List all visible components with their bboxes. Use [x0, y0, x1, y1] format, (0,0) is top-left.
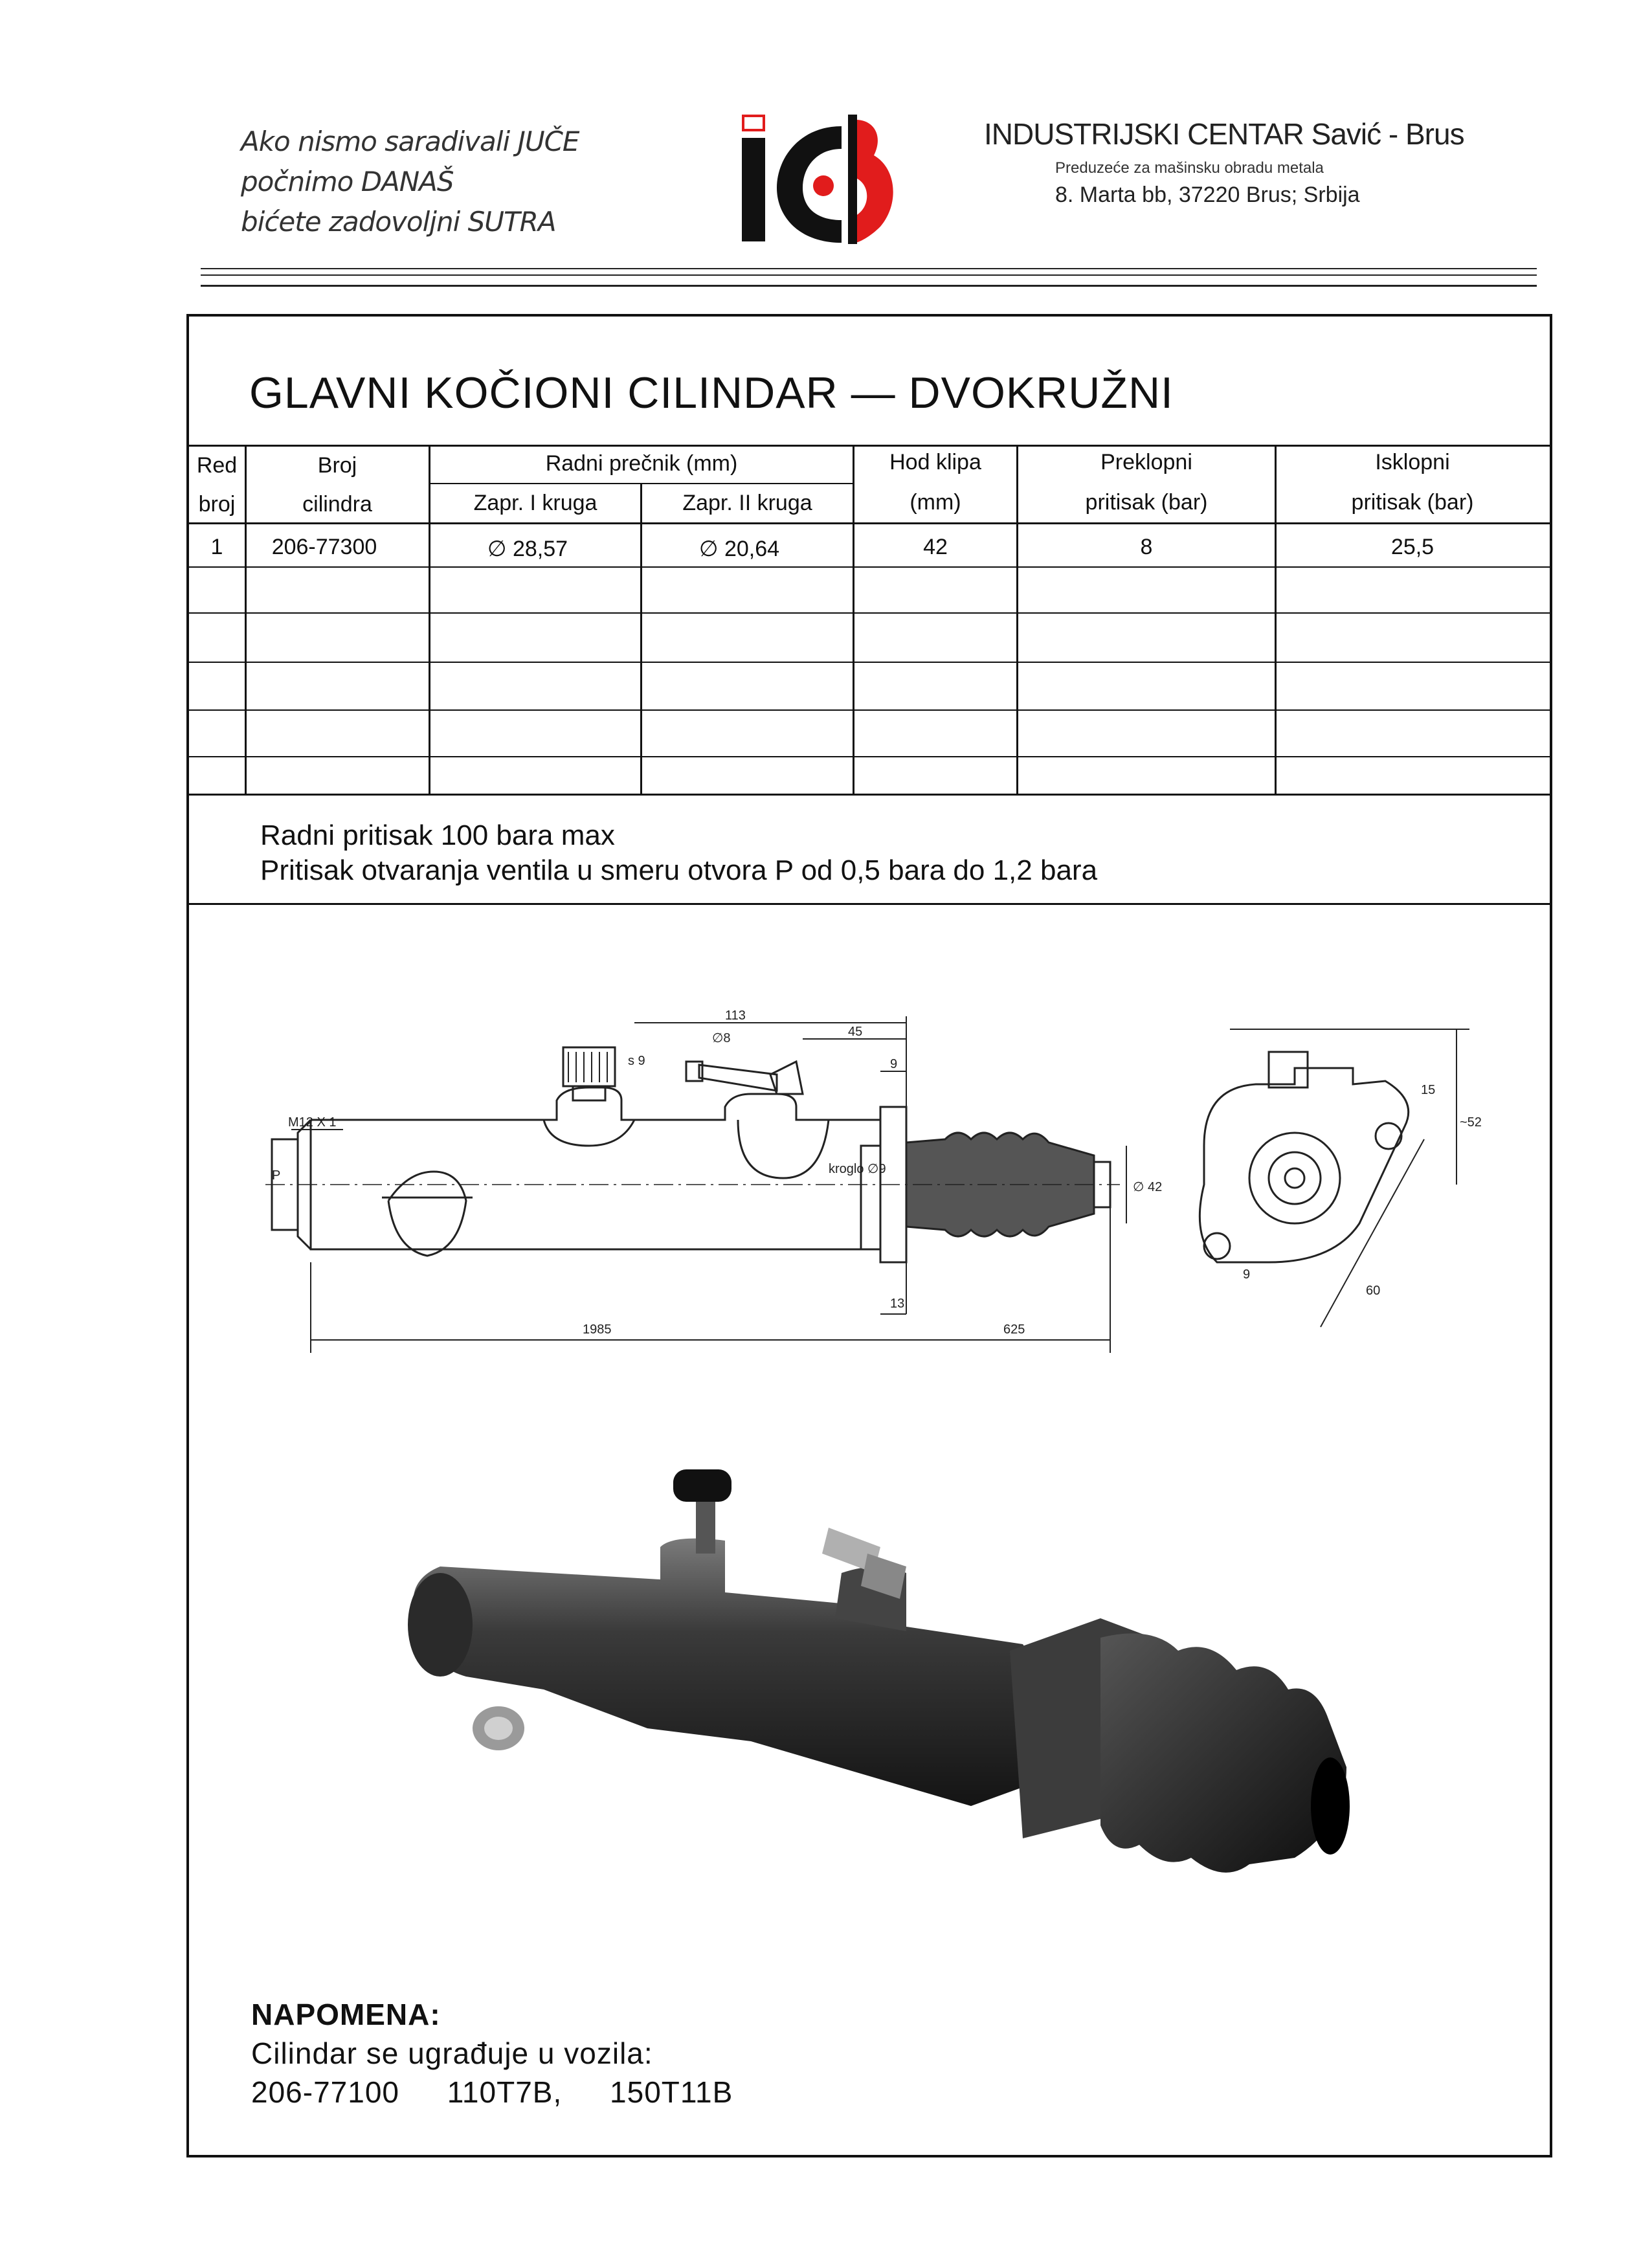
end-view-body — [1200, 1068, 1408, 1262]
slogan-line-1: Ako nismo saradivali JUČE — [241, 126, 579, 157]
label-phi8: ∅8 — [712, 1031, 731, 1045]
hdr-radni: Radni prečnik (mm) — [545, 451, 738, 476]
hdr-broj-2: cilindra — [302, 492, 372, 517]
hdr-isklopni-2: pritisak (bar) — [1351, 490, 1474, 515]
note-valve-pressure: Pritisak otvaranja ventila u smeru otvora P od 0,5 bara do 1,2 bara — [260, 854, 1098, 886]
company-address: 8. Marta bb, 37220 Brus; Srbija — [1055, 183, 1360, 207]
end-view-bore-mid — [1269, 1152, 1321, 1204]
napomena-text: Cilindar se ugrađuje u vozila: — [251, 2036, 653, 2070]
napomena-title: NAPOMENA: — [251, 1998, 441, 2031]
col-rule-3 — [640, 484, 642, 794]
napomena-codes — [251, 2075, 772, 2110]
end-view-bore-inner — [1285, 1168, 1304, 1188]
ics-logo — [738, 107, 906, 249]
photo-bleeder-cap — [673, 1469, 731, 1502]
row1-hod: 42 — [923, 535, 948, 559]
rubber-boot — [906, 1133, 1094, 1236]
hdr-zapr1: Zapr. I kruga — [473, 491, 597, 515]
label-15: 15 — [1421, 1083, 1436, 1097]
photo-boot — [1100, 1633, 1346, 1873]
end-view-bore-outer — [1249, 1133, 1340, 1223]
cylinder-photo — [388, 1444, 1411, 1948]
port-boss — [738, 1120, 829, 1178]
notes-bottom-rule — [186, 903, 1552, 905]
row-rule-1 — [186, 566, 1552, 568]
slogan-line-3: bićete zadovoljni SUTRA — [241, 206, 556, 238]
header-rule-2 — [201, 274, 1537, 276]
end-view-hole-2 — [1204, 1233, 1230, 1259]
photo-body — [413, 1539, 1042, 1806]
row-rule-3 — [186, 662, 1552, 663]
body-outline-top — [311, 1087, 880, 1120]
label-phi42: ∅ 42 — [1133, 1180, 1163, 1194]
company-subtitle: Preduzeće za mašinsku obradu metala — [1055, 159, 1324, 177]
label-m12: M12 X 1 — [288, 1115, 337, 1130]
label-60: 60 — [1366, 1284, 1381, 1298]
label-13: 13 — [890, 1297, 905, 1311]
row-rule-4 — [186, 709, 1552, 711]
label-9b: 9 — [1243, 1267, 1251, 1282]
label-1985: 1985 — [583, 1322, 612, 1337]
hdr-hod: Hod klipa — [889, 450, 981, 474]
photo-front-end — [408, 1573, 473, 1677]
table-top-rule — [186, 445, 1552, 447]
header-subrule — [430, 483, 854, 484]
page-title: GLAVNI KOČIONI CILINDAR — DVOKRUŽNI — [249, 368, 1174, 418]
row1-broj: 206-77300 — [271, 535, 377, 559]
row1-zapr1: ∅ 28,57 — [487, 537, 568, 561]
row-rule-5 — [186, 756, 1552, 757]
hdr-isklopni: Isklopni — [1375, 450, 1450, 474]
vehicle-code-3: 150T11B — [610, 2075, 733, 2109]
hdr-red-2: broj — [198, 492, 236, 517]
hdr-zapr2: Zapr. II kruga — [682, 491, 812, 515]
row-rule-2 — [186, 612, 1552, 614]
hdr-hod-2: (mm) — [910, 490, 961, 515]
label-p: P — [272, 1168, 281, 1183]
hdr-red: Red — [196, 453, 238, 478]
bleeder-boss — [544, 1120, 634, 1146]
header-rule-3 — [201, 285, 1537, 287]
label-9: 9 — [890, 1057, 898, 1071]
slogan-line-2: počnimo DANAŠ — [241, 166, 454, 197]
vehicle-code-1: 206-77100 — [251, 2075, 399, 2109]
hdr-preklopni-2: pritisak (bar) — [1085, 490, 1208, 515]
note-working-pressure: Radni pritisak 100 bara max — [260, 819, 615, 851]
row1-red: 1 — [210, 535, 223, 559]
label-625: 625 — [1003, 1322, 1025, 1337]
label-s9: s 9 — [628, 1054, 645, 1068]
pipe-nozzle — [699, 1065, 777, 1091]
hdr-broj: Broj — [317, 453, 357, 478]
hdr-preklopni: Preklopni — [1100, 450, 1192, 474]
row1-zapr2: ∅ 20,64 — [698, 537, 780, 561]
header-rule-1 — [201, 268, 1537, 269]
company-name: INDUSTRIJSKI CENTAR Savić - Brus — [984, 117, 1464, 151]
end-view-bleeder — [1269, 1052, 1308, 1087]
company-info — [984, 117, 1464, 208]
label-kroglo: kroglo ∅9 — [829, 1162, 886, 1176]
nozzle-elbow — [770, 1062, 803, 1094]
table-bottom-rule — [186, 794, 1552, 796]
dim-60 — [1321, 1139, 1424, 1327]
vehicle-code-2: 110T7B, — [447, 2075, 563, 2109]
header-bottom-rule — [186, 522, 1552, 524]
label-52: ~52 — [1460, 1115, 1482, 1130]
row1-preklopni: 8 — [1140, 535, 1153, 559]
flange-neck — [861, 1146, 880, 1249]
technical-drawing — [259, 990, 1521, 1392]
slogan — [241, 122, 579, 242]
label-113: 113 — [725, 1009, 746, 1023]
photo-boot-opening — [1311, 1757, 1350, 1855]
label-45: 45 — [848, 1025, 863, 1039]
row1-isklopni: 25,5 — [1390, 535, 1434, 559]
end-view-hole-1 — [1376, 1123, 1401, 1149]
